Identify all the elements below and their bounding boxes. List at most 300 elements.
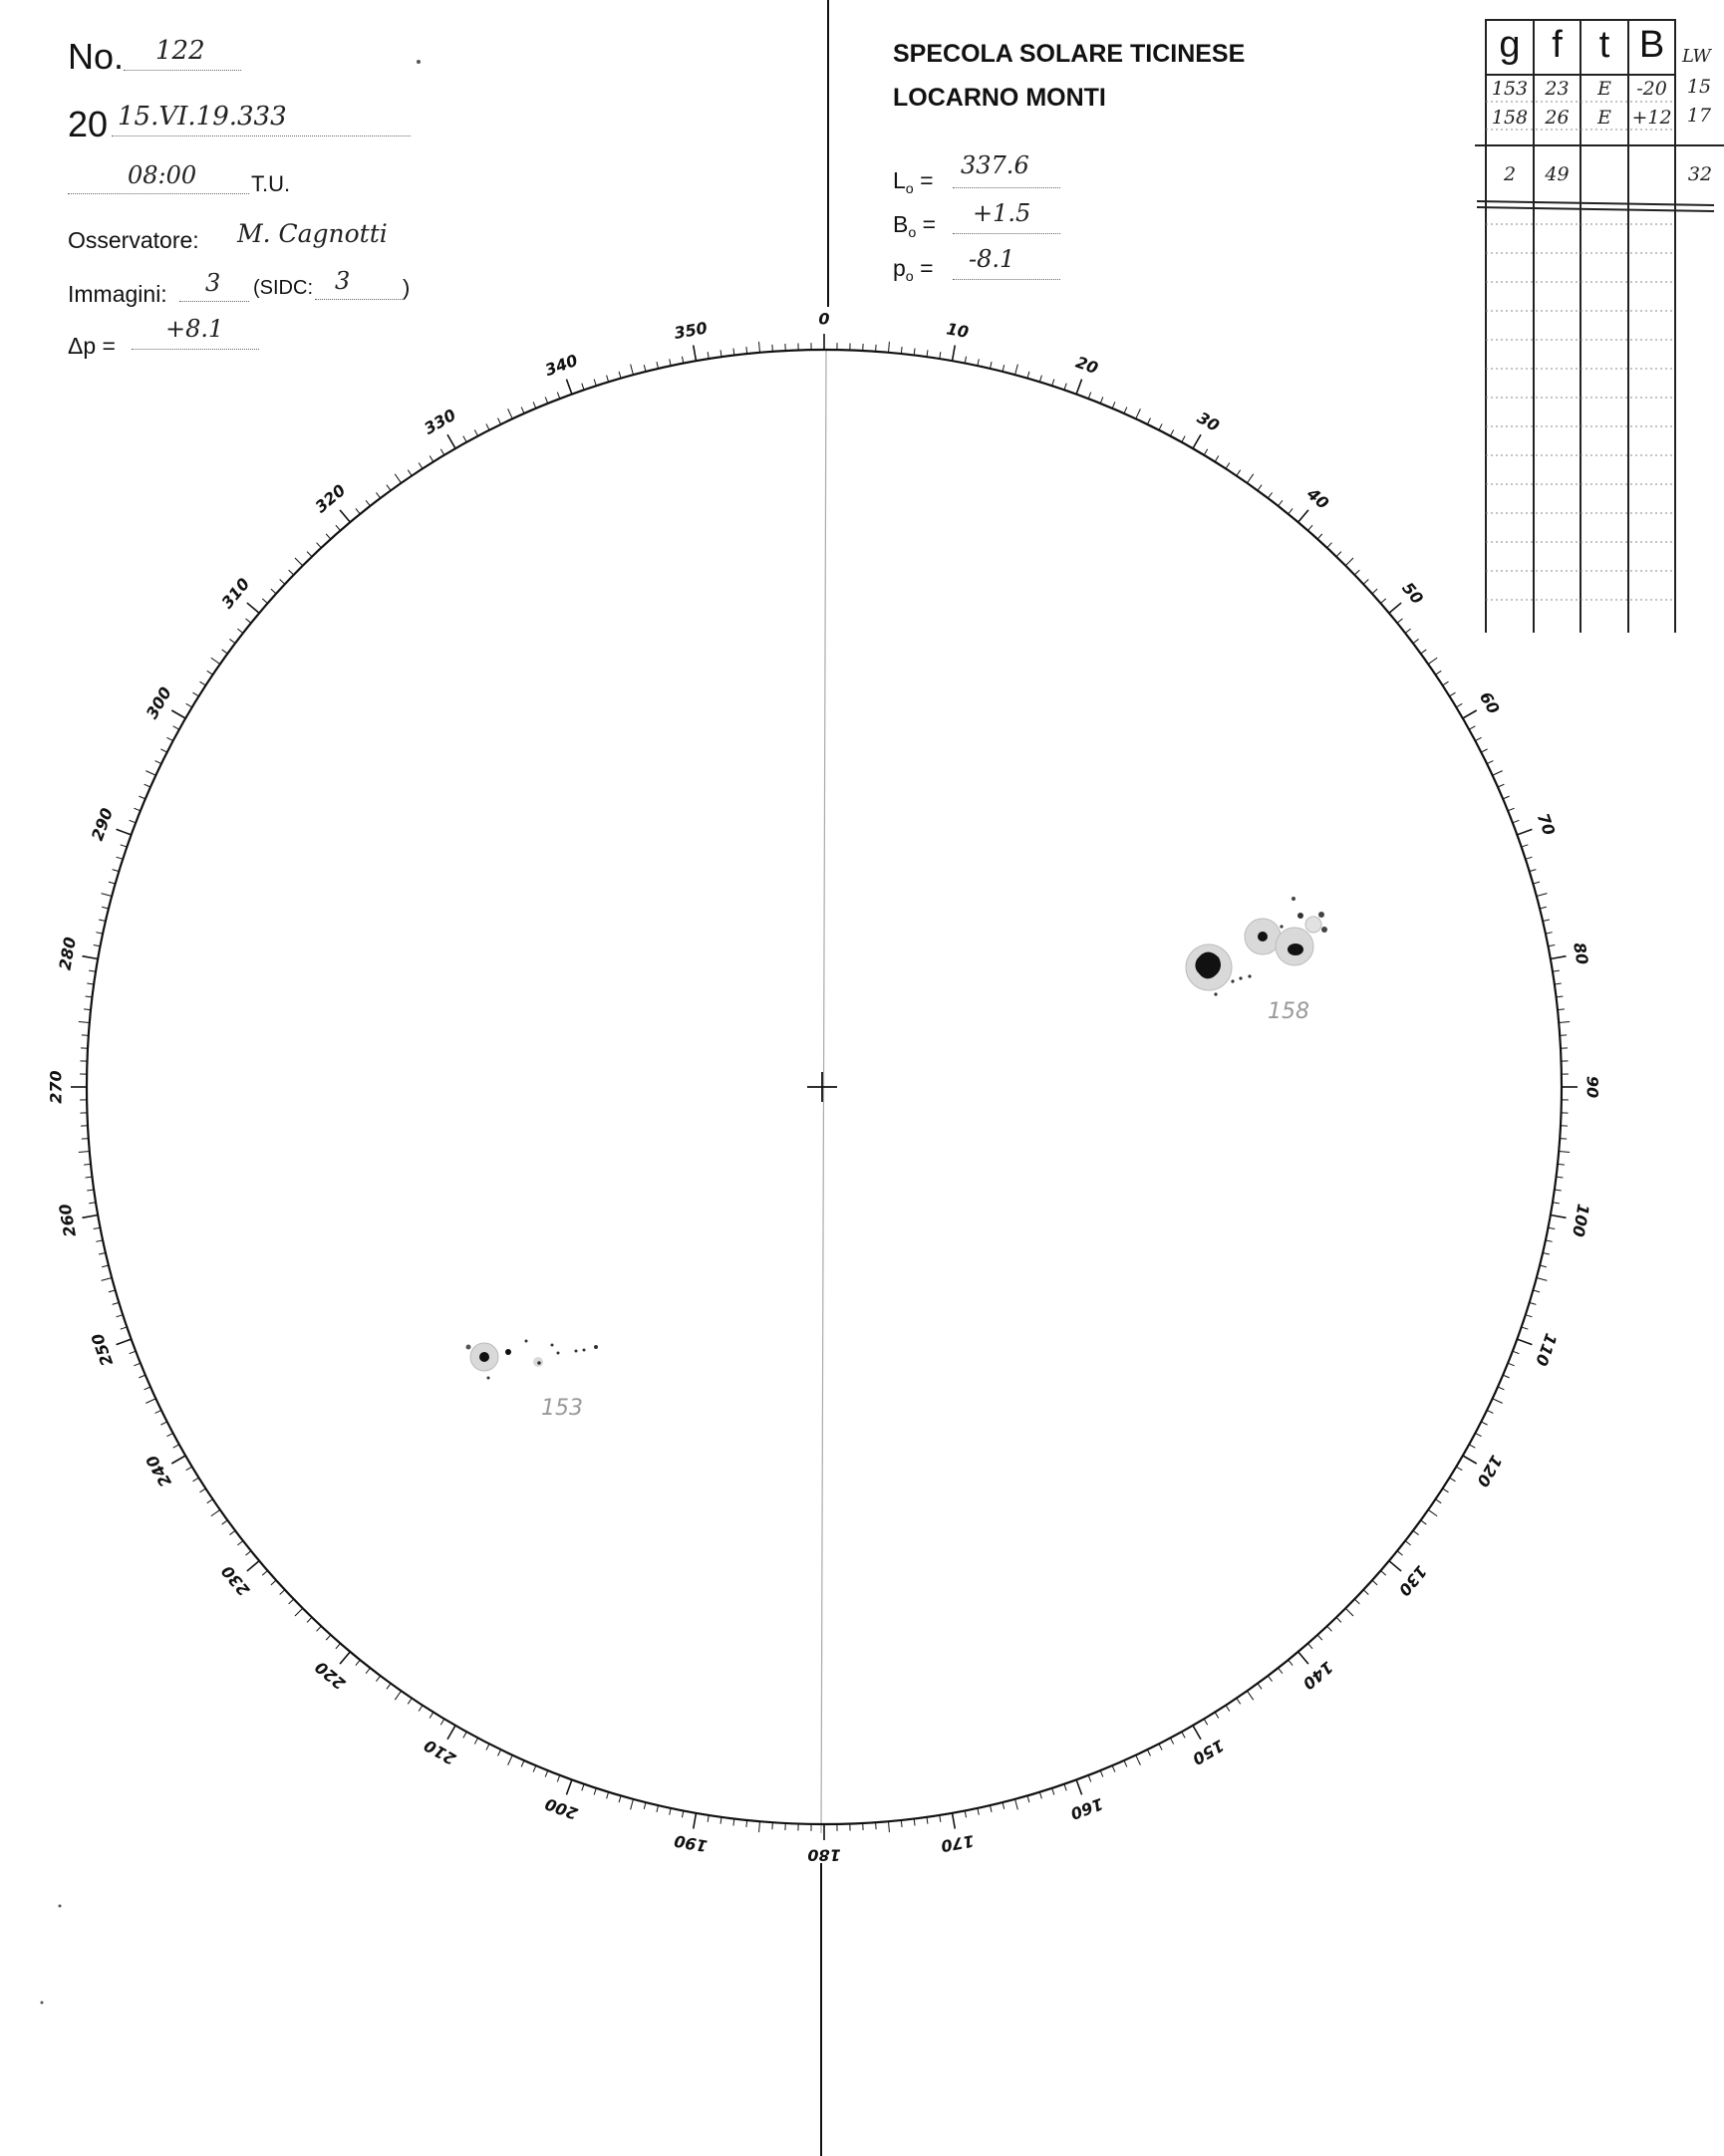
degree-tick <box>759 1821 760 1832</box>
degree-tick <box>1289 508 1293 513</box>
delta-p-label: Δp = <box>68 333 116 359</box>
degree-tick <box>1463 1456 1477 1464</box>
degree-tick <box>171 710 185 718</box>
degree-tick <box>901 347 902 354</box>
degree-tick <box>498 1750 501 1755</box>
degree-tick <box>888 1821 889 1832</box>
degree-tick <box>1354 1599 1359 1604</box>
degree-tick <box>720 350 721 357</box>
degree-tick <box>1064 384 1066 391</box>
degree-tick <box>1540 907 1547 909</box>
degree-tick <box>952 1813 955 1829</box>
row2-f: 26 <box>1545 107 1570 129</box>
degree-tick <box>102 1278 113 1281</box>
degree-label-290: 290 <box>87 805 118 844</box>
degree-tick <box>1372 589 1377 594</box>
degree-tick <box>1076 1779 1081 1794</box>
degree-label-190: 190 <box>673 1831 710 1856</box>
degree-tick <box>1204 1719 1208 1725</box>
row1-t: E <box>1597 78 1611 100</box>
degree-tick <box>1182 1732 1185 1738</box>
degree-tick <box>1345 558 1353 566</box>
degree-tick <box>1182 436 1185 442</box>
degree-label-40: 40 <box>1302 483 1333 513</box>
degree-tick <box>914 349 915 356</box>
degree-tick <box>1435 1499 1441 1503</box>
degree-tick <box>1345 1608 1353 1616</box>
degree-tick <box>1015 1799 1018 1810</box>
degree-tick <box>1124 407 1127 413</box>
degree-tick <box>1170 1738 1173 1744</box>
degree-tick <box>102 1265 109 1267</box>
degree-tick <box>134 1363 140 1366</box>
degree-label-70: 70 <box>1533 810 1560 839</box>
degree-tick <box>521 1760 524 1766</box>
degree-tick <box>207 671 213 674</box>
degree-tick <box>200 1488 206 1492</box>
degree-tick <box>145 1399 155 1404</box>
degree-tick <box>1428 658 1437 664</box>
degree-tick <box>245 1551 250 1555</box>
delta-p-value: +8.1 <box>165 315 224 343</box>
degree-tick <box>1336 552 1341 557</box>
degree-tick <box>746 1820 747 1827</box>
total-lw: 32 <box>1687 163 1713 185</box>
row2-lw: 17 <box>1686 105 1712 127</box>
degree-tick <box>888 342 889 353</box>
degree-label-30: 30 <box>1194 407 1223 436</box>
degree-tick <box>121 845 128 847</box>
degree-tick <box>1088 393 1091 400</box>
degree-tick <box>84 1009 91 1010</box>
degree-tick <box>1493 771 1503 776</box>
degree-tick <box>1247 474 1253 483</box>
degree-tick <box>1543 920 1550 922</box>
degree-tick <box>1503 796 1509 799</box>
b0-symbol: B <box>893 211 909 237</box>
degree-tick <box>336 525 341 530</box>
degree-tick <box>86 1177 93 1178</box>
degree-label-170: 170 <box>939 1831 976 1856</box>
degree-tick <box>1389 1561 1401 1571</box>
degree-tick <box>1475 737 1481 740</box>
group-153-label: 153 <box>541 1396 583 1421</box>
degree-tick <box>130 1351 137 1354</box>
degree-tick <box>1052 1788 1054 1795</box>
degree-tick <box>1428 1509 1437 1515</box>
degree-tick <box>1443 1488 1449 1492</box>
degree-tick <box>1088 1775 1091 1782</box>
degree-label-340: 340 <box>542 350 581 381</box>
degree-tick <box>160 749 166 752</box>
degree-tick <box>237 629 243 633</box>
degree-tick <box>1481 1422 1487 1425</box>
degree-tick <box>1522 1327 1529 1329</box>
degree-label-20: 20 <box>1072 352 1101 379</box>
degree-tick <box>463 436 466 442</box>
degree-label-320: 320 <box>311 480 350 517</box>
degree-tick <box>1170 429 1173 435</box>
degree-tick <box>1397 619 1402 623</box>
row2-g: 158 <box>1491 107 1529 129</box>
degree-tick <box>1380 599 1385 604</box>
degree-tick <box>1298 1652 1308 1664</box>
l0-subscript: o <box>905 180 914 197</box>
degree-tick <box>395 1691 401 1700</box>
degree-tick <box>271 589 276 594</box>
degree-tick <box>1159 1744 1162 1750</box>
degree-tick <box>447 1726 455 1740</box>
degree-tick <box>130 820 137 823</box>
degree-tick <box>486 423 489 429</box>
degree-tick <box>545 1770 548 1776</box>
degree-tick <box>914 1818 915 1825</box>
row2-b: +12 <box>1631 107 1672 129</box>
degree-label-90: 90 <box>1582 1075 1602 1099</box>
degree-tick <box>657 362 659 369</box>
degree-tick <box>102 907 109 909</box>
degree-tick <box>1513 820 1520 823</box>
degree-tick <box>144 1387 150 1390</box>
degree-tick <box>121 1327 128 1329</box>
degree-tick <box>708 1815 709 1822</box>
l0-symbol: L <box>893 167 906 193</box>
degree-tick <box>1112 1765 1115 1771</box>
degree-tick <box>1405 629 1411 633</box>
degree-tick <box>1548 944 1555 945</box>
degree-tick <box>1136 408 1141 418</box>
degree-tick <box>682 357 683 364</box>
degree-tick <box>1551 1214 1567 1217</box>
p0-subscript: o <box>905 268 914 285</box>
degree-tick <box>1237 1698 1241 1704</box>
degree-label-120: 120 <box>1473 1452 1507 1490</box>
sunspot-group-158 <box>1186 897 1327 1024</box>
degree-tick <box>94 1227 101 1228</box>
stray-mark <box>417 60 421 64</box>
degree-tick <box>1307 1643 1312 1648</box>
degree-tick <box>1136 1755 1141 1765</box>
time-value: 08:00 <box>128 161 197 189</box>
degree-tick <box>173 726 179 729</box>
center-cross <box>807 1072 837 1102</box>
institution-name: SPECOLA SOLARE TICINESE <box>893 40 1246 68</box>
degree-tick <box>376 1676 380 1682</box>
degree-tick <box>134 808 140 811</box>
degree-tick <box>1064 1784 1066 1791</box>
degree-tick <box>978 1808 979 1815</box>
degree-tick <box>927 350 928 357</box>
degree-tick <box>222 650 228 654</box>
degree-tick <box>557 1775 560 1782</box>
degree-tick <box>1027 1795 1029 1802</box>
degree-tick <box>82 1214 98 1217</box>
date-prefix: 20 <box>68 104 109 144</box>
degree-tick <box>109 1290 116 1292</box>
degree-tick <box>644 365 646 372</box>
degree-tick <box>1226 463 1230 469</box>
degree-tick <box>1397 1551 1402 1555</box>
degree-tick <box>1380 1570 1385 1575</box>
degree-tick <box>1204 449 1208 455</box>
institution-location: LOCARNO MONTI <box>893 84 1106 112</box>
degree-tick <box>1258 1684 1262 1690</box>
degree-tick <box>1389 603 1401 613</box>
degree-tick <box>340 1652 350 1664</box>
degree-tick <box>508 408 513 418</box>
l0-value: 337.6 <box>961 151 1029 179</box>
row1-f: 23 <box>1545 78 1570 100</box>
observer-value: M. Cagnotti <box>237 219 388 248</box>
degree-tick <box>521 407 524 413</box>
degree-tick <box>87 983 94 984</box>
degree-tick <box>1526 857 1533 859</box>
degree-tick <box>1456 1467 1462 1471</box>
degree-tick <box>1559 1151 1570 1152</box>
degree-tick <box>419 463 423 469</box>
degree-tick <box>271 1580 276 1585</box>
degree-tick <box>1469 1445 1475 1448</box>
degree-tick <box>247 1561 259 1571</box>
degree-tick <box>1100 397 1103 403</box>
degree-label-80: 80 <box>1569 941 1592 966</box>
degree-tick <box>1530 870 1537 872</box>
degree-tick <box>307 552 312 557</box>
degree-tick <box>1540 1265 1547 1267</box>
degree-tick <box>1450 692 1456 696</box>
degree-tick <box>1556 996 1563 997</box>
degree-tick <box>84 1164 91 1165</box>
degree-tick <box>1039 1792 1041 1799</box>
degree-tick <box>1015 365 1018 376</box>
degree-tick <box>1463 710 1477 718</box>
degree-tick <box>682 1810 683 1817</box>
degree-tick <box>1475 1433 1481 1436</box>
degree-tick <box>720 1817 721 1824</box>
degree-tick <box>1513 1351 1520 1354</box>
degree-tick <box>171 1456 185 1464</box>
degree-tick <box>1559 1022 1570 1023</box>
degree-tick <box>1421 1520 1427 1524</box>
degree-tick <box>498 418 501 424</box>
degree-tick <box>474 1738 477 1744</box>
degree-tick <box>79 1022 90 1023</box>
degree-tick <box>200 681 206 685</box>
degree-tick <box>594 1788 596 1795</box>
degree-tick <box>211 658 220 664</box>
degree-tick <box>117 1339 132 1344</box>
degree-label-10: 10 <box>945 319 971 343</box>
degree-tick <box>139 796 144 799</box>
degree-tick <box>408 1698 412 1704</box>
degree-label-180: 180 <box>807 1845 841 1865</box>
degree-tick <box>1498 784 1504 787</box>
degree-tick <box>1498 1387 1504 1390</box>
degree-tick <box>694 345 697 361</box>
p0-value: -8.1 <box>969 245 1015 273</box>
degree-tick <box>1027 372 1029 379</box>
degree-tick <box>1289 1660 1293 1665</box>
degree-tick <box>965 357 966 364</box>
degree-tick <box>1551 956 1567 959</box>
images-value: 3 <box>205 269 221 297</box>
degree-tick <box>447 434 455 448</box>
degree-tick <box>1215 456 1219 462</box>
observer-label: Osservatore: <box>68 227 199 253</box>
degree-tick <box>87 1190 94 1191</box>
row1-lw: 15 <box>1686 76 1712 98</box>
degree-tick <box>340 510 350 522</box>
degree-tick <box>307 1617 312 1622</box>
degree-tick <box>631 1799 634 1810</box>
degree-tick <box>317 1626 322 1631</box>
degree-tick <box>155 1410 161 1413</box>
degree-label-100: 100 <box>1569 1202 1593 1238</box>
degree-label-220: 220 <box>311 1657 350 1694</box>
degree-tick <box>694 1813 697 1829</box>
degree-tick <box>619 1795 621 1802</box>
degree-tick <box>117 857 124 859</box>
degree-tick <box>463 1732 466 1738</box>
degree-tick <box>1003 365 1005 372</box>
degree-tick <box>1537 894 1548 897</box>
degree-label-130: 130 <box>1394 1561 1431 1600</box>
degree-tick <box>1226 1706 1230 1712</box>
total-f: 49 <box>1545 163 1570 185</box>
degree-tick <box>733 1818 734 1825</box>
degree-tick <box>1555 983 1562 984</box>
degree-label-230: 230 <box>217 1561 254 1600</box>
stray-mark <box>41 2002 44 2005</box>
degree-tick <box>607 1792 609 1799</box>
degree-tick <box>901 1820 902 1827</box>
degree-tick <box>89 1203 96 1204</box>
degree-tick <box>1100 1770 1103 1776</box>
degree-tick <box>395 474 401 483</box>
degree-tick <box>430 456 433 462</box>
degree-tick <box>1450 1478 1456 1482</box>
degree-tick <box>173 1445 179 1448</box>
degree-tick <box>927 1817 928 1824</box>
degree-tick <box>657 1805 659 1812</box>
degree-tick <box>166 737 172 740</box>
degree-tick <box>1556 1177 1563 1178</box>
degree-tick <box>145 771 155 776</box>
degree-tick <box>1421 650 1427 654</box>
degree-tick <box>1413 639 1419 643</box>
degree-tick <box>533 402 536 407</box>
images-label: Immagini: <box>68 281 167 307</box>
row2-t: E <box>1597 107 1611 129</box>
degree-tick <box>1052 380 1054 387</box>
degree-tick <box>408 470 412 476</box>
degree-tick <box>356 508 360 513</box>
degree-tick <box>89 970 96 971</box>
degree-tick <box>1546 933 1553 934</box>
degree-label-160: 160 <box>1067 1793 1106 1824</box>
degree-label-210: 210 <box>421 1736 459 1769</box>
degree-tick <box>430 1713 433 1719</box>
degree-tick <box>1279 500 1283 506</box>
degree-tick <box>247 603 259 613</box>
degree-tick <box>594 380 596 387</box>
degree-tick <box>94 944 101 945</box>
degree-tick <box>155 761 161 764</box>
degree-tick <box>1124 1760 1127 1766</box>
degree-tick <box>940 1815 941 1822</box>
degree-tick <box>186 1467 192 1471</box>
degree-tick <box>262 599 267 604</box>
degree-label-260: 260 <box>55 1202 80 1238</box>
degree-tick <box>166 1433 172 1436</box>
degree-label-350: 350 <box>673 318 710 343</box>
degree-tick <box>746 347 747 354</box>
degree-tick <box>1533 882 1540 884</box>
degree-tick <box>1493 1399 1503 1404</box>
degree-tick <box>965 1810 966 1817</box>
degree-tick <box>193 1478 199 1482</box>
degree-tick <box>1354 570 1359 575</box>
degree-tick <box>113 870 120 872</box>
degree-tick <box>1327 1626 1332 1631</box>
col-t-header: t <box>1598 24 1610 66</box>
degree-tick <box>326 534 331 539</box>
degree-tick <box>990 362 992 369</box>
degree-tick <box>1405 1541 1411 1545</box>
sidc-value: 3 <box>335 267 351 295</box>
degree-tick <box>940 352 941 359</box>
degree-tick <box>1317 1635 1322 1640</box>
degree-tick <box>366 1668 370 1674</box>
degree-tick <box>557 393 560 400</box>
degree-tick <box>1298 510 1308 522</box>
degree-tick <box>1558 1009 1565 1010</box>
degree-tick <box>96 1240 103 1241</box>
degree-tick <box>1558 1164 1565 1165</box>
degree-tick <box>295 1608 303 1616</box>
degree-tick <box>229 639 235 643</box>
degree-tick <box>644 1802 646 1809</box>
date-value: 15.VI.19.333 <box>118 102 287 132</box>
p0-equals: = <box>920 255 934 281</box>
degree-tick <box>545 397 548 403</box>
degree-tick <box>86 996 93 997</box>
degree-tick <box>1039 376 1041 383</box>
degree-tick <box>96 933 103 934</box>
degree-tick <box>1526 1315 1533 1317</box>
l0-equals: = <box>920 167 934 193</box>
degree-tick <box>317 543 322 548</box>
degree-tick <box>440 1719 444 1725</box>
degree-tick <box>160 1422 166 1425</box>
degree-tick <box>952 345 955 361</box>
sunspot-group-153 <box>466 1340 599 1422</box>
degree-tick <box>1193 434 1201 448</box>
degree-tick <box>607 376 609 383</box>
degree-tick <box>1517 1339 1532 1344</box>
degree-tick <box>631 365 634 376</box>
degree-tick <box>474 429 477 435</box>
degree-tick <box>1503 1375 1509 1378</box>
degree-tick <box>566 1779 571 1794</box>
degree-label-60: 60 <box>1475 688 1504 717</box>
degree-tick <box>229 1530 235 1534</box>
row1-b: -20 <box>1636 78 1667 100</box>
degree-label-280: 280 <box>55 936 80 972</box>
degree-tick <box>280 580 285 585</box>
degree-tick <box>387 485 391 491</box>
number-value: 122 <box>155 36 205 66</box>
